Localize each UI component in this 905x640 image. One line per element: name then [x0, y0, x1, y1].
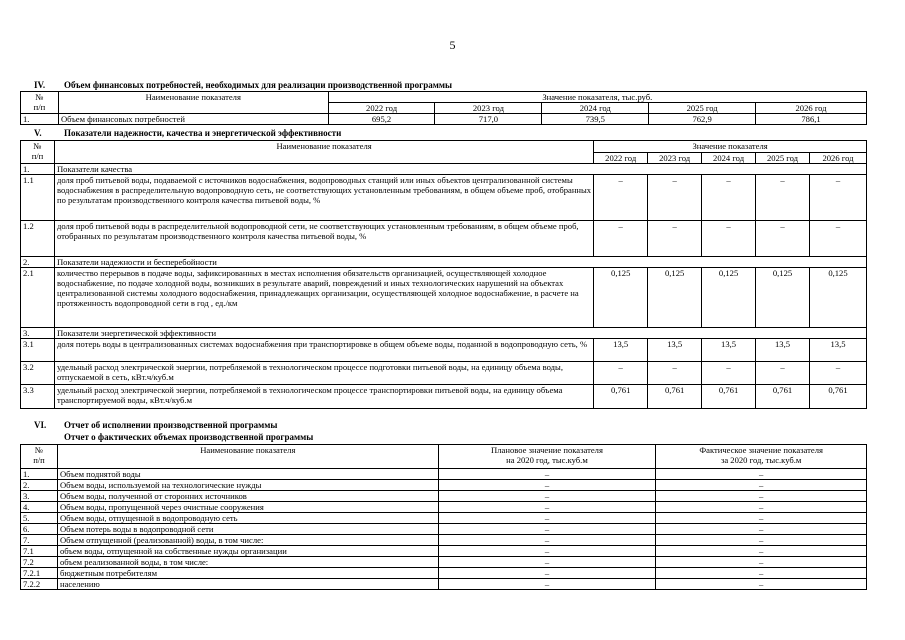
- row-value: –: [648, 221, 702, 257]
- row-plan-value: –: [438, 480, 656, 491]
- table-row: [21, 579, 867, 590]
- section-5-title: Показатели надежности, качества и энергетической эффективности: [64, 128, 342, 138]
- table-row: [21, 535, 867, 546]
- table-row: [21, 221, 867, 257]
- row-value: 0,125: [648, 268, 702, 328]
- row-name: объем воды, отпущенной на собственные нужды организации: [57, 546, 438, 557]
- row-name: удельный расход электрической энергии, потребляемой в технологическом процессе подготовки питьевой воды, на единицу объема воды, отпускаемой в сеть, кВт.ч/куб.м: [54, 362, 593, 385]
- table-row: [21, 502, 867, 513]
- row-value: 0,761: [648, 385, 702, 409]
- row-number: 3.1: [21, 339, 55, 362]
- row-number: 1.2: [21, 221, 55, 257]
- row-fact-value: –: [656, 469, 867, 480]
- row-value: –: [756, 362, 810, 385]
- row-number: 6.: [21, 524, 58, 535]
- row-value: –: [648, 175, 702, 221]
- row-fact-value: –: [656, 568, 867, 579]
- row-name: Показатели качества: [54, 164, 866, 175]
- row-plan-value: –: [438, 469, 656, 480]
- section-6-number: VI.: [34, 420, 47, 430]
- column-values-header: Значение показателя: [594, 141, 867, 153]
- row-name: доля проб питьевой воды в распределительной водопроводной сети, не соответствующих установленным требованиям, в общем объеме проб, отобранных по результатам производственного контроля качества питьевой воды, %: [54, 221, 593, 257]
- row-value: 0,761: [702, 385, 756, 409]
- row-plan-value: –: [438, 491, 656, 502]
- row-name: Показатели энергетической эффективности: [54, 328, 866, 339]
- year-header: 2023 год: [648, 153, 702, 164]
- row-fact-value: –: [656, 513, 867, 524]
- section-5-number: V.: [34, 128, 42, 138]
- row-name: бюджетным потребителям: [57, 568, 438, 579]
- table-row: [21, 268, 867, 328]
- row-fact-value: –: [656, 557, 867, 568]
- row-value: 13,5: [756, 339, 810, 362]
- row-fact-value: –: [656, 502, 867, 513]
- table-row: [21, 362, 867, 385]
- financial-needs-table: [20, 91, 867, 125]
- row-name: Объем воды, пропущенной через очистные сооружения: [57, 502, 438, 513]
- row-number: 1.: [21, 469, 58, 480]
- row-value: 13,5: [648, 339, 702, 362]
- table-row: [21, 491, 867, 502]
- row-name: Объем потерь воды в водопроводной сети: [57, 524, 438, 535]
- row-fact-value: –: [656, 546, 867, 557]
- column-plan-header: Плановое значение показателя на 2020 год, тыс.куб.м: [438, 445, 656, 469]
- year-header: 2026 год: [809, 153, 866, 164]
- column-number-header: № п/п: [21, 445, 58, 469]
- row-value: –: [594, 362, 648, 385]
- row-name: Объем финансовых потребностей: [58, 114, 328, 125]
- row-plan-value: –: [438, 535, 656, 546]
- row-value: 0,125: [702, 268, 756, 328]
- row-fact-value: –: [656, 480, 867, 491]
- row-name: Объем воды, отпущенной в водопроводную сеть: [57, 513, 438, 524]
- row-value: –: [809, 175, 866, 221]
- row-plan-value: –: [438, 579, 656, 590]
- table-row: [21, 524, 867, 535]
- year-header: 2024 год: [542, 103, 649, 114]
- row-value: –: [648, 362, 702, 385]
- row-number: 3.: [21, 328, 55, 339]
- row-name: Объем воды, используемой на технологические нужды: [57, 480, 438, 491]
- row-number: 2.: [21, 257, 55, 268]
- row-number: 7.2.1: [21, 568, 58, 579]
- year-header: 2025 год: [649, 103, 756, 114]
- year-header: 2023 год: [435, 103, 542, 114]
- row-plan-value: –: [438, 524, 656, 535]
- row-name: доля проб питьевой воды, подаваемой с источников водоснабжения, водопроводных станций или иных объектов централизованной системы водоснабжения в распределительную водопроводную сеть, не соответствующих установленным требованиям, в общем объеме проб, отобранных по результатам производственного контроля качества питьевой воды, %: [54, 175, 593, 221]
- row-number: 7.2: [21, 557, 58, 568]
- row-plan-value: –: [438, 557, 656, 568]
- section-4-title: Объем финансовых потребностей, необходимых для реализации производственной программы: [64, 80, 453, 90]
- row-number: 4.: [21, 502, 58, 513]
- year-header: 2026 год: [756, 103, 867, 114]
- row-name: Объем отпущенной (реализованной) воды, в том числе:: [57, 535, 438, 546]
- row-value: 0,761: [756, 385, 810, 409]
- row-number: 3.: [21, 491, 58, 502]
- row-number: 2.: [21, 480, 58, 491]
- row-name: удельный расход электрической энергии, потребляемой в технологическом процессе транспортировки питьевой воды, на единицу объема транспортируемой воды, кВт.ч/куб.м: [54, 385, 593, 409]
- row-value: 13,5: [594, 339, 648, 362]
- column-name-header: Наименование показателя: [58, 92, 328, 114]
- column-number-header: № п/п: [21, 141, 55, 164]
- table-row: [21, 164, 867, 175]
- row-number: 3.2: [21, 362, 55, 385]
- row-name: населению: [57, 579, 438, 590]
- section-5-heading: [34, 128, 341, 138]
- table-row: [21, 328, 867, 339]
- row-name: доля потерь воды в централизованных системах водоснабжения при транспортировке в общем объеме воды, поданной в водопроводную сеть, %: [54, 339, 593, 362]
- row-plan-value: –: [438, 502, 656, 513]
- row-value: 0,125: [594, 268, 648, 328]
- row-plan-value: –: [438, 568, 656, 579]
- row-number: 3.3: [21, 385, 55, 409]
- row-name: Объем воды, полученной от сторонних источников: [57, 491, 438, 502]
- row-number: 1.: [21, 114, 59, 125]
- row-value: –: [702, 221, 756, 257]
- table-row: [21, 513, 867, 524]
- row-value: 717,0: [435, 114, 542, 125]
- table-row: [21, 480, 867, 491]
- row-value: –: [594, 175, 648, 221]
- row-name: Показатели надежности и бесперебойности: [54, 257, 866, 268]
- row-value: 0,125: [809, 268, 866, 328]
- row-value: 0,761: [594, 385, 648, 409]
- year-header: 2024 год: [702, 153, 756, 164]
- column-fact-header: Фактическое значение показателя за 2020 год, тыс.куб.м: [656, 445, 867, 469]
- row-value: –: [756, 221, 810, 257]
- table-row: [21, 546, 867, 557]
- row-value: 13,5: [809, 339, 866, 362]
- page-number: 5: [449, 38, 456, 52]
- row-value: 762,9: [649, 114, 756, 125]
- section-6-heading: [34, 420, 277, 430]
- year-header: 2025 год: [756, 153, 810, 164]
- row-number: 1.1: [21, 175, 55, 221]
- row-number: 7.2.2: [21, 579, 58, 590]
- column-name-header: Наименование показателя: [57, 445, 438, 469]
- year-header: 2022 год: [594, 153, 648, 164]
- table-row: [21, 257, 867, 268]
- row-plan-value: –: [438, 546, 656, 557]
- section-4-number: IV.: [34, 80, 46, 90]
- table-row: [21, 469, 867, 480]
- table-row: [21, 114, 867, 125]
- row-value: 695,2: [328, 114, 435, 125]
- row-value: –: [594, 221, 648, 257]
- column-number-header: № п/п: [21, 92, 59, 114]
- section-6-title: Отчет об исполнении производственной программы: [64, 420, 278, 430]
- row-number: 7.: [21, 535, 58, 546]
- row-name: объем реализованной воды, в том числе:: [57, 557, 438, 568]
- row-value: 0,761: [809, 385, 866, 409]
- row-plan-value: –: [438, 513, 656, 524]
- row-value: 739,5: [542, 114, 649, 125]
- row-fact-value: –: [656, 491, 867, 502]
- row-name: Объем поднятой воды: [57, 469, 438, 480]
- row-value: –: [702, 362, 756, 385]
- row-fact-value: –: [656, 579, 867, 590]
- table-row: [21, 339, 867, 362]
- table-row: [21, 175, 867, 221]
- column-values-header: Значение показателя, тыс.руб.: [328, 92, 866, 103]
- section-6-subtitle: Отчет о фактических объемах производственной программы: [64, 432, 314, 442]
- row-fact-value: –: [656, 524, 867, 535]
- production-volumes-table: [20, 444, 867, 590]
- column-name-header: Наименование показателя: [54, 141, 593, 164]
- row-value: –: [809, 221, 866, 257]
- table-row: [21, 385, 867, 409]
- table-row: [21, 568, 867, 579]
- row-number: 1.: [21, 164, 55, 175]
- table-row: [21, 557, 867, 568]
- reliability-indicators-table: [20, 140, 867, 409]
- row-number: 5.: [21, 513, 58, 524]
- row-name: количество перерывов в подаче воды, зафиксированных в местах исполнения обязательств организацией, осуществляющей холодное водоснабжение, по подаче холодной воды, возникших в результате аварий, повреждений и иных технологических нарушений на объектах централизованной системы холодного водоснабжения, принадлежащих организации, осуществляющей холодное водоснабжение, в расчете на протяженность водопроводной сети в год , ед./км: [54, 268, 593, 328]
- row-number: 7.1: [21, 546, 58, 557]
- row-value: –: [809, 362, 866, 385]
- section-4-heading: [34, 80, 452, 90]
- year-header: 2022 год: [328, 103, 435, 114]
- row-fact-value: –: [656, 535, 867, 546]
- row-number: 2.1: [21, 268, 55, 328]
- row-value: –: [756, 175, 810, 221]
- row-value: 786,1: [756, 114, 867, 125]
- row-value: 13,5: [702, 339, 756, 362]
- row-value: 0,125: [756, 268, 810, 328]
- row-value: –: [702, 175, 756, 221]
